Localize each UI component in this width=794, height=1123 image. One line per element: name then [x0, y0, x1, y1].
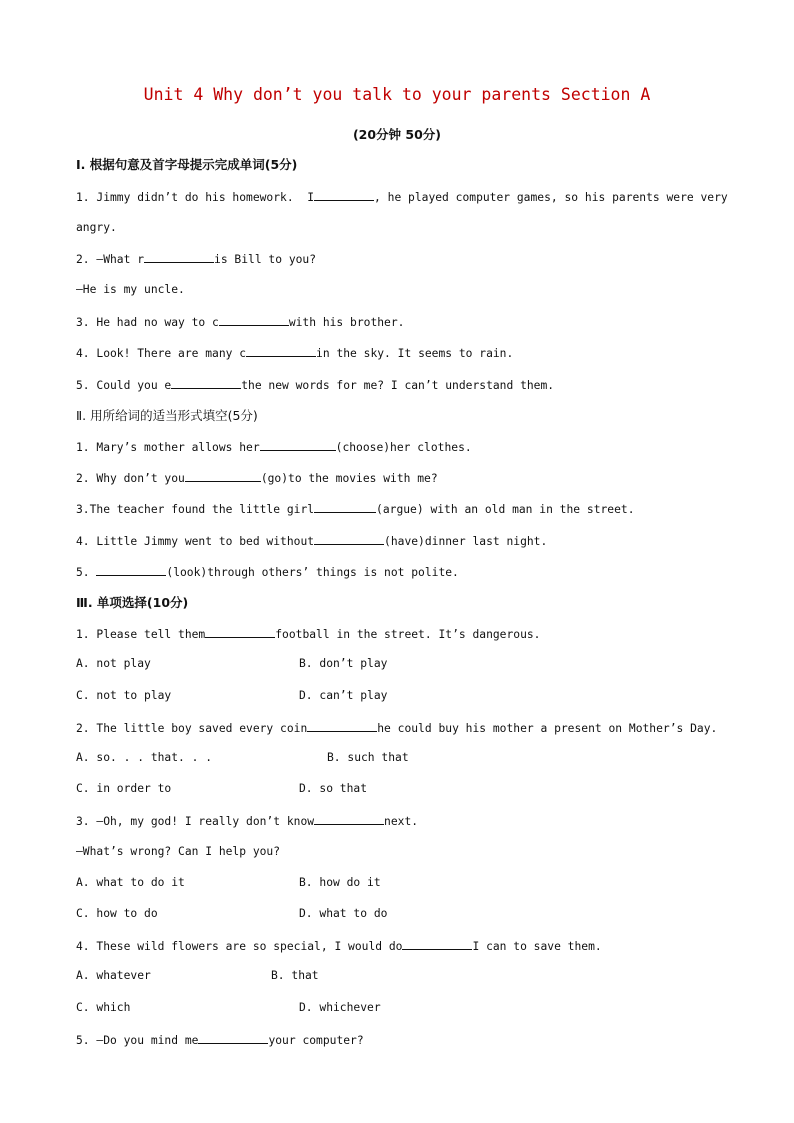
- s3-q3-option-a: A. what to do it: [76, 876, 185, 889]
- s3-q2-option-d: D. so that: [299, 782, 368, 795]
- s3-question-5: 5. —Do you mind me your computer?: [76, 1034, 364, 1047]
- s2-question-4: 4. Little Jimmy went to bed without (have)dinner last night.: [76, 535, 548, 548]
- answer-blank: [171, 377, 241, 389]
- answer-blank: [246, 345, 316, 357]
- s1-question-5: 5. Could you e the new words for me? I can’t understand them.: [76, 379, 555, 392]
- time-score-note: (20分钟 50分): [352, 127, 442, 142]
- answer-blank: [205, 626, 275, 638]
- answer-blank: [314, 189, 374, 201]
- s3-q4-option-c: C. which: [76, 1001, 131, 1014]
- s3-question-3: 3. —Oh, my god! I really don’t know next.: [76, 815, 419, 828]
- s1-question-1-cont: angry.: [76, 221, 117, 234]
- s3-question-2: 2. The little boy saved every coin he could buy his mother a present on Mother’s Day.: [76, 722, 718, 735]
- s3-q4-option-d: D. whichever: [299, 1001, 381, 1014]
- s1-question-1: 1. Jimmy didn’t do his homework. I , he played computer games, so his parents were very: [76, 191, 728, 204]
- s3-q3-option-d: D. what to do: [299, 907, 388, 920]
- answer-blank: [96, 564, 166, 576]
- s3-question-3-reply: —What’s wrong? Can I help you?: [76, 845, 281, 858]
- s3-question-4: 4. These wild flowers are so special, I would do I can to save them.: [76, 940, 602, 953]
- s3-q1-option-a: A. not play: [76, 657, 151, 670]
- s3-q2-option-a: A. so. . . that. . .: [76, 751, 213, 764]
- page-title: Unit 4 Why don’t you talk to your parents Section A: [143, 85, 651, 104]
- s3-q1-option-c: C. not to play: [76, 689, 172, 702]
- s1-question-4: 4. Look! There are many c in the sky. It seems to rain.: [76, 347, 514, 360]
- section-2-heading: Ⅱ. 用所给词的适当形式填空(5分): [76, 408, 258, 423]
- s2-question-3: 3.The teacher found the little girl (argue) with an old man in the street.: [76, 503, 635, 516]
- answer-blank: [307, 720, 377, 732]
- s3-q2-option-b: B. such that: [327, 751, 409, 764]
- answer-blank: [314, 533, 384, 545]
- s3-q4-option-a: A. whatever: [76, 969, 151, 982]
- s3-q3-option-c: C. how to do: [76, 907, 158, 920]
- s3-question-1: 1. Please tell them football in the street. It’s dangerous.: [76, 628, 541, 641]
- s3-q1-option-d: D. can’t play: [299, 689, 388, 702]
- answer-blank: [402, 938, 472, 950]
- answer-blank: [260, 439, 336, 451]
- s3-q1-option-b: B. don’t play: [299, 657, 388, 670]
- s3-q2-option-c: C. in order to: [76, 782, 172, 795]
- answer-blank: [219, 314, 289, 326]
- section-1-heading: Ⅰ. 根据句意及首字母提示完成单词(5分): [76, 157, 298, 172]
- answer-blank: [144, 251, 214, 263]
- s3-q3-option-b: B. how do it: [299, 876, 381, 889]
- s1-question-3: 3. He had no way to c with his brother.: [76, 316, 405, 329]
- s1-question-2: 2. —What r is Bill to you?: [76, 253, 317, 266]
- answer-blank: [198, 1032, 268, 1044]
- s2-question-5: 5. (look)through others’ things is not polite.: [76, 566, 459, 579]
- s3-q4-option-b: B. that: [271, 969, 319, 982]
- s2-question-2: 2. Why don’t you (go)to the movies with me?: [76, 472, 438, 485]
- answer-blank: [185, 470, 261, 482]
- answer-blank: [314, 501, 376, 513]
- answer-blank: [314, 813, 384, 825]
- s2-question-1: 1. Mary’s mother allows her (choose)her clothes.: [76, 441, 472, 454]
- section-3-heading: Ⅲ. 单项选择(10分): [76, 595, 189, 610]
- s1-question-2-answer: —He is my uncle.: [76, 283, 185, 296]
